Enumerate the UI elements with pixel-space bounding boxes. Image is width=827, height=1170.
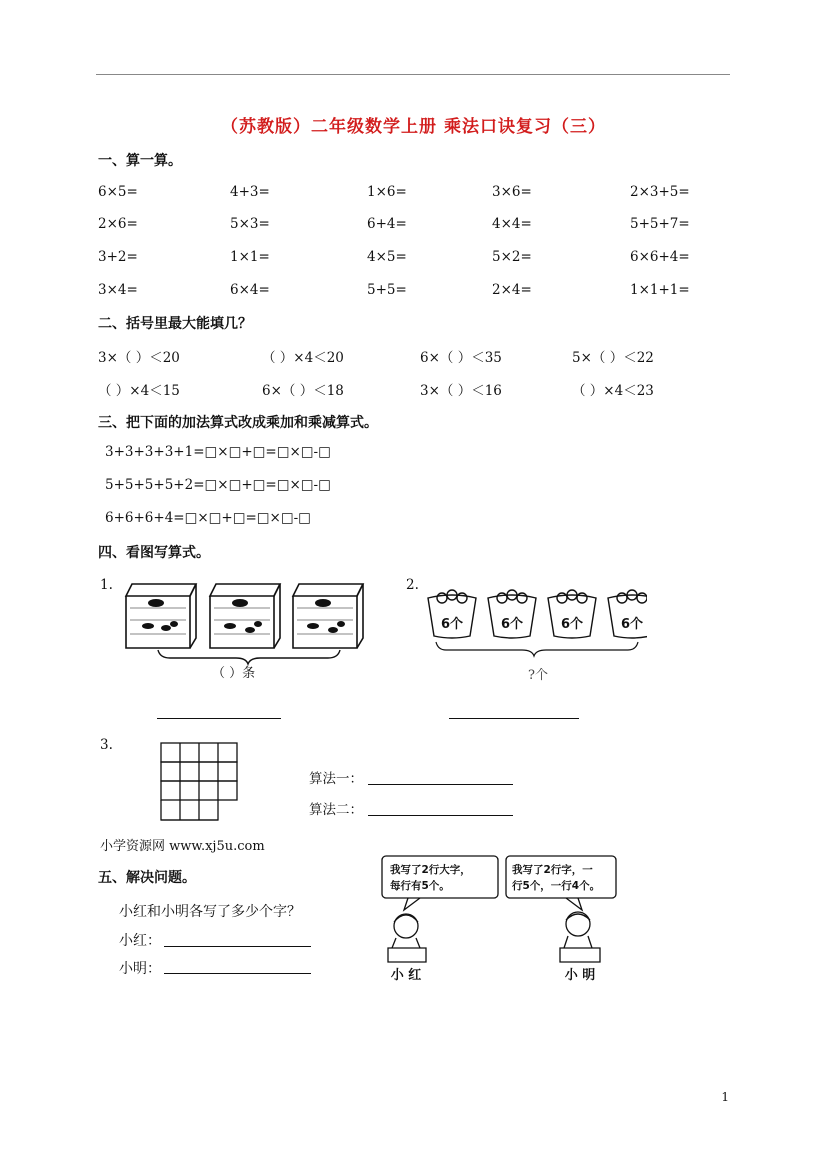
figure-2-number: 2. — [406, 577, 419, 593]
calc-item: 2×6= — [98, 216, 138, 232]
header-rule — [96, 74, 730, 75]
calc-item: 5+5= — [367, 282, 407, 298]
calc-item: 3+2= — [98, 249, 138, 265]
calc-item: 2×3+5= — [630, 184, 690, 200]
page-title: （苏教版）二年级数学上册 乘法口诀复习（三） — [221, 117, 606, 137]
bubble-right-line-2: 行5个，一行4个。 — [512, 880, 601, 892]
calc-item: 6×5= — [98, 184, 138, 200]
basket-label: 6个 — [620, 617, 644, 632]
figure-2-caption: ?个 — [528, 668, 548, 683]
calc-item: 6×6+4= — [630, 249, 690, 265]
calc-item: 3×4= — [98, 282, 138, 298]
figure-3-number: 3. — [100, 737, 113, 753]
children-illustration — [378, 852, 618, 982]
bracket-item: （ ）×4＜20 — [262, 350, 344, 366]
calc-item: 5+5+7= — [630, 216, 690, 232]
figure-1-number: 1. — [100, 577, 113, 593]
xiaohong-label: 小红： — [119, 933, 161, 949]
xiaoming-answer-line — [164, 973, 311, 974]
calc-item: 4×5= — [367, 249, 407, 265]
figure-1-caption: （ ）条 — [212, 666, 256, 681]
answer-line-1 — [157, 718, 281, 719]
calc-item: 1×1= — [230, 249, 270, 265]
section-4-heading: 四、看图写算式。 — [98, 545, 210, 561]
bubble-left-line-1: 我写了2行大字， — [390, 864, 471, 876]
calc-item: 6×4= — [230, 282, 270, 298]
bracket-item: （ ）×4＜15 — [98, 383, 180, 399]
section-3-heading: 三、把下面的加法算式改成乘加和乘减算式。 — [98, 415, 378, 431]
xiaohong-answer-line — [164, 946, 311, 947]
baskets-figure — [422, 588, 647, 658]
section-1-heading: 一、算一算。 — [98, 153, 182, 169]
calc-item: 6+4= — [367, 216, 407, 232]
section-2-heading: 二、括号里最大能填几？ — [98, 316, 252, 332]
basket-label: 6个 — [500, 617, 524, 632]
name-xiaohong: 小 红 — [390, 968, 422, 982]
square-grid-figure — [160, 742, 240, 824]
problem-question: 小红和小明各写了多少个字？ — [119, 904, 301, 920]
method-2-label: 算法二： — [309, 802, 363, 818]
method-1-label: 算法一： — [309, 771, 363, 787]
rewrite-row-3: 6+6+6+4=□×□+□=□×□-□ — [105, 510, 311, 526]
method-1-line — [368, 784, 513, 785]
xiaoming-label: 小明： — [119, 961, 161, 977]
calc-item: 1×1+1= — [630, 282, 690, 298]
rewrite-row-2: 5+5+5+5+2=□×□+□=□×□-□ — [105, 477, 331, 493]
basket-label: 6个 — [440, 617, 464, 632]
method-2-line — [368, 815, 513, 816]
bracket-item: 6×（ ）＜35 — [420, 350, 502, 366]
calc-item: 3×6= — [492, 184, 532, 200]
bracket-item: 6×（ ）＜18 — [262, 383, 344, 399]
bubble-right-line-1: 我写了2行字，一 — [512, 864, 593, 876]
rewrite-row-1: 3+3+3+3+1=□×□+□=□×□-□ — [105, 444, 331, 460]
calc-item: 4+3= — [230, 184, 270, 200]
calc-item: 2×4= — [492, 282, 532, 298]
bracket-item: 5×（ ）＜22 — [572, 350, 654, 366]
bracket-item: 3×（ ）＜16 — [420, 383, 502, 399]
bracket-item: （ ）×4＜23 — [572, 383, 654, 399]
name-xiaoming: 小 明 — [564, 968, 596, 982]
calc-item: 5×2= — [492, 249, 532, 265]
calc-item: 1×6= — [367, 184, 407, 200]
basket-label: 6个 — [560, 617, 584, 632]
answer-line-2 — [449, 718, 579, 719]
section-5-heading: 五、解决问题。 — [98, 870, 196, 886]
calc-item: 5×3= — [230, 216, 270, 232]
page-number: 1 — [721, 1090, 729, 1104]
calc-item: 4×4= — [492, 216, 532, 232]
watermark-text: 小学资源网 www.xj5u.com — [100, 839, 265, 854]
bubble-left-line-2: 每行有5个。 — [390, 880, 450, 892]
bracket-item: 3×（ ）＜20 — [98, 350, 180, 366]
